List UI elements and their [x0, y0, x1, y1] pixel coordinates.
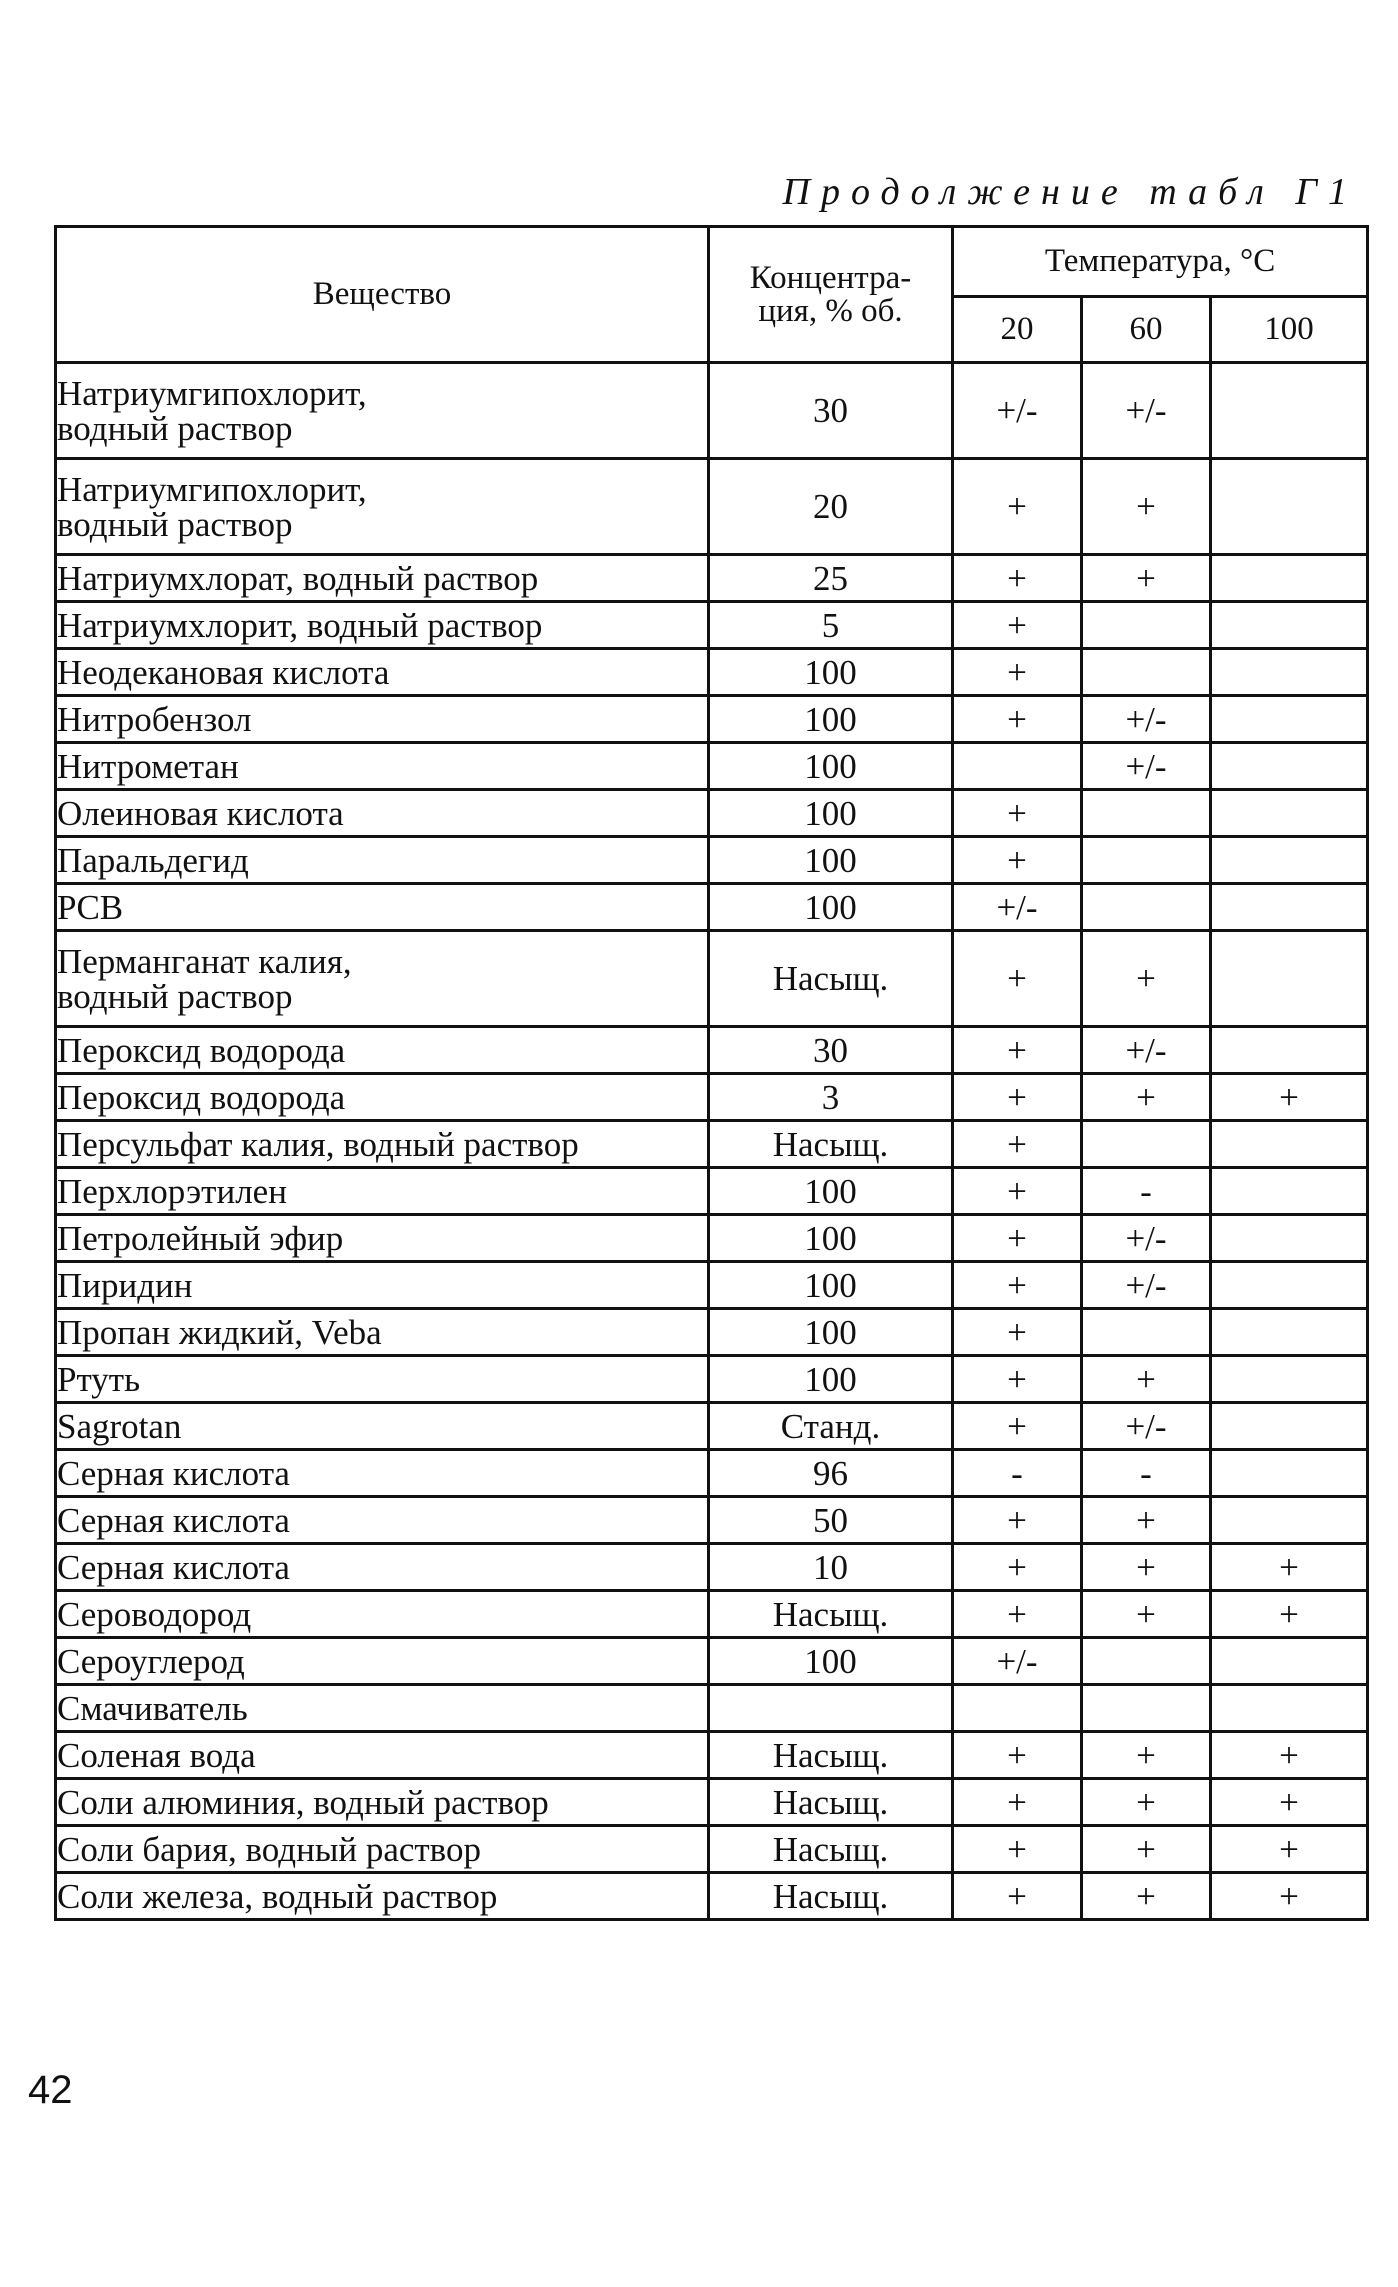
header-temperature: Температура, °С: [953, 227, 1368, 297]
temp-60-cell: [1082, 1685, 1211, 1732]
table-row: [56, 743, 1368, 790]
temp-60-cell: +: [1082, 459, 1211, 555]
temp-60-cell: +: [1082, 931, 1211, 1027]
temp-20-cell: +/-: [953, 884, 1082, 931]
substance-cell: Соли алюминия, водный раствор: [56, 1779, 709, 1826]
temp-100-cell: +: [1211, 1591, 1368, 1638]
header-temp-100: 100: [1211, 297, 1368, 363]
table-row: [56, 1685, 1368, 1732]
table-row: [56, 1403, 1368, 1450]
substance-cell: Сероводород: [56, 1591, 709, 1638]
substance-cell: Петролейный эфир: [56, 1215, 709, 1262]
table-row: [56, 790, 1368, 837]
substance-cell: Соли бария, водный раствор: [56, 1826, 709, 1873]
table-row: [56, 1121, 1368, 1168]
temp-20-cell: +: [953, 1403, 1082, 1450]
temp-60-cell: +: [1082, 555, 1211, 602]
temp-60-cell: +/-: [1082, 1262, 1211, 1309]
concentration-cell: 100: [709, 1638, 953, 1685]
substance-cell: Смачиватель: [56, 1685, 709, 1732]
substance-cell: Пропан жидкий, Veba: [56, 1309, 709, 1356]
substance-cell: Неодекановая кислота: [56, 649, 709, 696]
substance-cell: Натриумгипохлорит, водный раствор: [56, 459, 709, 555]
chemical-resistance-table: [54, 225, 1369, 1921]
temp-20-cell: +: [953, 649, 1082, 696]
temp-100-cell: [1211, 1450, 1368, 1497]
temp-100-cell: [1211, 363, 1368, 459]
substance-cell: Перманганат калия, водный раствор: [56, 931, 709, 1027]
temp-20-cell: +: [953, 459, 1082, 555]
concentration-cell: Насыщ.: [709, 1873, 953, 1920]
concentration-cell: 20: [709, 459, 953, 555]
concentration-cell: 100: [709, 837, 953, 884]
temp-20-cell: +: [953, 602, 1082, 649]
temp-60-cell: -: [1082, 1168, 1211, 1215]
temp-60-cell: [1082, 649, 1211, 696]
temp-100-cell: [1211, 1309, 1368, 1356]
page-number: 42: [28, 2068, 73, 2112]
temp-100-cell: [1211, 602, 1368, 649]
temp-60-cell: +: [1082, 1074, 1211, 1121]
temp-100-cell: [1211, 1685, 1368, 1732]
concentration-cell: 100: [709, 649, 953, 696]
table-row: [56, 1638, 1368, 1685]
temp-60-cell: [1082, 1638, 1211, 1685]
temp-60-cell: [1082, 837, 1211, 884]
table-row: [56, 884, 1368, 931]
concentration-cell: 50: [709, 1497, 953, 1544]
concentration-cell: 5: [709, 602, 953, 649]
temp-100-cell: +: [1211, 1873, 1368, 1920]
temp-20-cell: +: [953, 1779, 1082, 1826]
temp-60-cell: [1082, 884, 1211, 931]
temp-60-cell: [1082, 1121, 1211, 1168]
temp-60-cell: +: [1082, 1779, 1211, 1826]
concentration-cell: 100: [709, 743, 953, 790]
table-caption: Продолжение табл Г1: [782, 171, 1358, 213]
header-substance: Вещество: [56, 227, 709, 363]
header-temp-60: 60: [1082, 297, 1211, 363]
temp-100-cell: +: [1211, 1544, 1368, 1591]
temp-100-cell: [1211, 649, 1368, 696]
table-row: [56, 1027, 1368, 1074]
temp-60-cell: [1082, 602, 1211, 649]
substance-cell: Пероксид водорода: [56, 1074, 709, 1121]
temp-60-cell: +/-: [1082, 696, 1211, 743]
substance-cell: Sagrotan: [56, 1403, 709, 1450]
concentration-cell: Насыщ.: [709, 1121, 953, 1168]
concentration-cell: 100: [709, 1168, 953, 1215]
substance-cell: Пиридин: [56, 1262, 709, 1309]
temp-20-cell: +: [953, 1497, 1082, 1544]
temp-100-cell: [1211, 555, 1368, 602]
substance-cell: Ртуть: [56, 1356, 709, 1403]
temp-100-cell: +: [1211, 1732, 1368, 1779]
concentration-cell: Насыщ.: [709, 1826, 953, 1873]
substance-cell: Олеиновая кислота: [56, 790, 709, 837]
temp-60-cell: +/-: [1082, 1027, 1211, 1074]
temp-60-cell: -: [1082, 1450, 1211, 1497]
substance-cell: Натриумхлорат, водный раствор: [56, 555, 709, 602]
substance-cell: Пероксид водорода: [56, 1027, 709, 1074]
substance-cell: Сероуглерод: [56, 1638, 709, 1685]
temp-60-cell: +/-: [1082, 363, 1211, 459]
temp-60-cell: +/-: [1082, 1215, 1211, 1262]
temp-100-cell: [1211, 1356, 1368, 1403]
temp-60-cell: [1082, 790, 1211, 837]
temp-20-cell: +: [953, 790, 1082, 837]
temp-20-cell: +: [953, 1121, 1082, 1168]
temp-20-cell: +: [953, 1262, 1082, 1309]
temp-100-cell: +: [1211, 1826, 1368, 1873]
substance-cell: Соли железа, водный раствор: [56, 1873, 709, 1920]
temp-60-cell: +: [1082, 1497, 1211, 1544]
table-row: [56, 1262, 1368, 1309]
table-row: [56, 1215, 1368, 1262]
temp-20-cell: +: [953, 1215, 1082, 1262]
temp-100-cell: [1211, 790, 1368, 837]
temp-20-cell: +/-: [953, 363, 1082, 459]
temp-60-cell: [1082, 1309, 1211, 1356]
temp-20-cell: +/-: [953, 1638, 1082, 1685]
concentration-cell: Насыщ.: [709, 1591, 953, 1638]
table-body: [56, 363, 1368, 1920]
temp-20-cell: +: [953, 1732, 1082, 1779]
temp-20-cell: +: [953, 837, 1082, 884]
concentration-cell: Станд.: [709, 1403, 953, 1450]
substance-cell: Натриумхлорит, водный раствор: [56, 602, 709, 649]
concentration-cell: Насыщ.: [709, 931, 953, 1027]
temp-100-cell: [1211, 1262, 1368, 1309]
table-row: [56, 1450, 1368, 1497]
table-row: [56, 1309, 1368, 1356]
concentration-cell: 30: [709, 363, 953, 459]
substance-cell: PCB: [56, 884, 709, 931]
table-row: [56, 363, 1368, 459]
temp-100-cell: [1211, 1027, 1368, 1074]
concentration-cell: 96: [709, 1450, 953, 1497]
concentration-cell: 3: [709, 1074, 953, 1121]
substance-cell: Натриумгипохлорит, водный раствор: [56, 363, 709, 459]
table-row: [56, 1732, 1368, 1779]
temp-20-cell: +: [953, 1873, 1082, 1920]
temp-20-cell: +: [953, 1074, 1082, 1121]
concentration-cell: 100: [709, 1262, 953, 1309]
table-row: [56, 1544, 1368, 1591]
temp-20-cell: +: [953, 1544, 1082, 1591]
temp-100-cell: +: [1211, 1779, 1368, 1826]
temp-100-cell: [1211, 1403, 1368, 1450]
substance-cell: Нитрометан: [56, 743, 709, 790]
concentration-cell: 10: [709, 1544, 953, 1591]
substance-cell: Серная кислота: [56, 1450, 709, 1497]
table-row: [56, 837, 1368, 884]
concentration-cell: 25: [709, 555, 953, 602]
temp-60-cell: +: [1082, 1826, 1211, 1873]
concentration-cell: 100: [709, 884, 953, 931]
table-row: [56, 1168, 1368, 1215]
table-row: [56, 931, 1368, 1027]
temp-100-cell: [1211, 743, 1368, 790]
table-row: [56, 1873, 1368, 1920]
temp-20-cell: +: [953, 1027, 1082, 1074]
concentration-cell: [709, 1685, 953, 1732]
table-row: [56, 602, 1368, 649]
temp-100-cell: [1211, 884, 1368, 931]
substance-cell: Паральдегид: [56, 837, 709, 884]
temp-20-cell: [953, 1685, 1082, 1732]
temp-20-cell: +: [953, 931, 1082, 1027]
substance-cell: Нитробензол: [56, 696, 709, 743]
substance-cell: Серная кислота: [56, 1544, 709, 1591]
temp-100-cell: [1211, 931, 1368, 1027]
table-row: [56, 649, 1368, 696]
temp-100-cell: [1211, 459, 1368, 555]
temp-100-cell: [1211, 1168, 1368, 1215]
concentration-cell: 100: [709, 696, 953, 743]
temp-100-cell: [1211, 1215, 1368, 1262]
concentration-cell: 100: [709, 1215, 953, 1262]
temp-60-cell: +: [1082, 1591, 1211, 1638]
concentration-cell: Насыщ.: [709, 1732, 953, 1779]
header-temp-20: 20: [953, 297, 1082, 363]
table-row: [56, 1356, 1368, 1403]
temp-100-cell: [1211, 696, 1368, 743]
table-row: [56, 1074, 1368, 1121]
table-row: [56, 1779, 1368, 1826]
temp-20-cell: +: [953, 1356, 1082, 1403]
temp-60-cell: +: [1082, 1732, 1211, 1779]
temp-60-cell: +/-: [1082, 743, 1211, 790]
substance-cell: Серная кислота: [56, 1497, 709, 1544]
temp-20-cell: +: [953, 1168, 1082, 1215]
temp-100-cell: [1211, 1121, 1368, 1168]
concentration-cell: 100: [709, 1309, 953, 1356]
temp-60-cell: +: [1082, 1544, 1211, 1591]
table-row: [56, 459, 1368, 555]
table-row: [56, 696, 1368, 743]
substance-cell: Персульфат калия, водный раствор: [56, 1121, 709, 1168]
temp-20-cell: +: [953, 1309, 1082, 1356]
table-row: [56, 555, 1368, 602]
concentration-cell: Насыщ.: [709, 1779, 953, 1826]
temp-20-cell: +: [953, 1591, 1082, 1638]
temp-100-cell: [1211, 1638, 1368, 1685]
concentration-cell: 100: [709, 1356, 953, 1403]
temp-100-cell: +: [1211, 1074, 1368, 1121]
table-row: [56, 1591, 1368, 1638]
temp-60-cell: +: [1082, 1356, 1211, 1403]
temp-100-cell: [1211, 837, 1368, 884]
temp-20-cell: [953, 743, 1082, 790]
temp-20-cell: +: [953, 696, 1082, 743]
table-row: [56, 1826, 1368, 1873]
temp-100-cell: [1211, 1497, 1368, 1544]
concentration-cell: 100: [709, 790, 953, 837]
substance-cell: Перхлорэтилен: [56, 1168, 709, 1215]
temp-60-cell: +/-: [1082, 1403, 1211, 1450]
table-row: [56, 1497, 1368, 1544]
substance-cell: Соленая вода: [56, 1732, 709, 1779]
temp-60-cell: +: [1082, 1873, 1211, 1920]
temp-20-cell: +: [953, 555, 1082, 602]
concentration-cell: 30: [709, 1027, 953, 1074]
header-concentration: Концентра- ция, % об.: [709, 227, 953, 363]
temp-20-cell: -: [953, 1450, 1082, 1497]
temp-20-cell: +: [953, 1826, 1082, 1873]
